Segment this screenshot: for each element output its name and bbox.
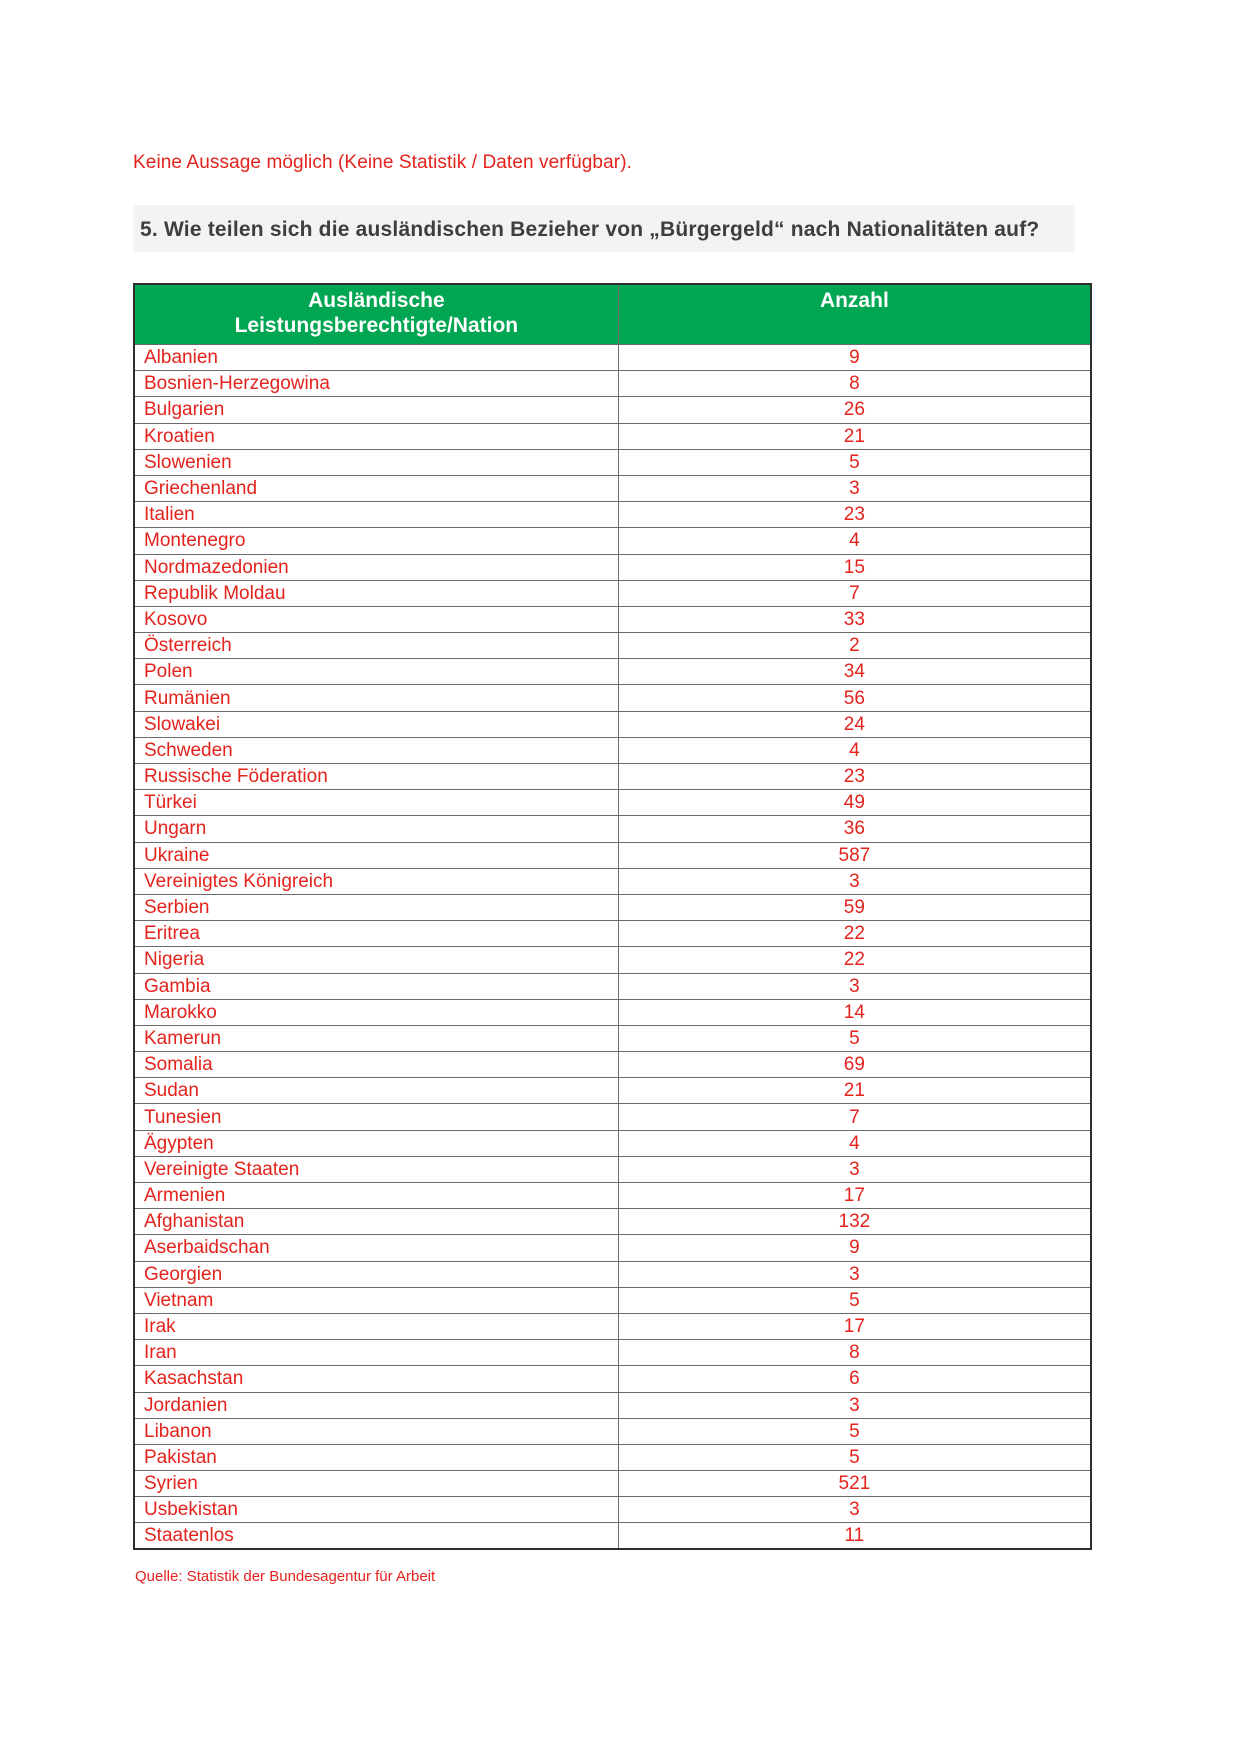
table-row	[134, 999, 1091, 1025]
nation-cell: Kroatien	[134, 423, 618, 449]
anzahl-cell: 69	[618, 1052, 1091, 1078]
table-row	[134, 1235, 1091, 1261]
table-row	[134, 894, 1091, 920]
table-row	[134, 764, 1091, 790]
question-heading: 5. Wie teilen sich die ausländischen Bezieher von „Bürgergeld“ nach Nationalitäten auf?	[133, 205, 1075, 252]
nation-cell: Gambia	[134, 973, 618, 999]
table-row	[134, 1287, 1091, 1313]
nation-cell: Republik Moldau	[134, 580, 618, 606]
anzahl-cell: 21	[618, 423, 1091, 449]
table-row	[134, 921, 1091, 947]
nation-cell: Vereinigte Staaten	[134, 1156, 618, 1182]
nation-cell: Schweden	[134, 737, 618, 763]
anzahl-cell: 132	[618, 1209, 1091, 1235]
table-row	[134, 1523, 1091, 1549]
anzahl-cell: 3	[618, 973, 1091, 999]
anzahl-cell: 34	[618, 659, 1091, 685]
table-row	[134, 790, 1091, 816]
anzahl-cell: 7	[618, 1104, 1091, 1130]
nation-cell: Serbien	[134, 894, 618, 920]
table-row	[134, 1497, 1091, 1523]
anzahl-cell: 17	[618, 1183, 1091, 1209]
nationality-table	[133, 283, 1092, 1550]
nation-cell: Staatenlos	[134, 1523, 618, 1549]
anzahl-cell: 9	[618, 1235, 1091, 1261]
anzahl-cell: 9	[618, 345, 1091, 371]
nation-cell: Polen	[134, 659, 618, 685]
nation-cell: Eritrea	[134, 921, 618, 947]
anzahl-cell: 49	[618, 790, 1091, 816]
nation-cell: Slowakei	[134, 711, 618, 737]
column-header-nation-line2: Leistungsberechtigte/Nation	[234, 314, 519, 337]
anzahl-cell: 17	[618, 1313, 1091, 1339]
nation-cell: Italien	[134, 502, 618, 528]
table-row	[134, 1313, 1091, 1339]
table-row	[134, 1156, 1091, 1182]
table-row	[134, 606, 1091, 632]
source-note: Quelle: Statistik der Bundesagentur für Arbeit	[135, 1568, 436, 1585]
table-row	[134, 475, 1091, 501]
table-row	[134, 502, 1091, 528]
anzahl-cell: 33	[618, 606, 1091, 632]
anzahl-cell: 3	[618, 475, 1091, 501]
nation-cell: Jordanien	[134, 1392, 618, 1418]
table-row	[134, 554, 1091, 580]
table-row	[134, 423, 1091, 449]
nation-cell: Tunesien	[134, 1104, 618, 1130]
anzahl-cell: 521	[618, 1471, 1091, 1497]
anzahl-cell: 22	[618, 921, 1091, 947]
anzahl-cell: 23	[618, 764, 1091, 790]
table-row	[134, 659, 1091, 685]
nation-cell: Iran	[134, 1340, 618, 1366]
anzahl-cell: 3	[618, 1156, 1091, 1182]
table-row	[134, 1025, 1091, 1051]
table-row	[134, 1261, 1091, 1287]
anzahl-cell: 4	[618, 737, 1091, 763]
table-row	[134, 947, 1091, 973]
nation-cell: Kamerun	[134, 1025, 618, 1051]
nation-cell: Kosovo	[134, 606, 618, 632]
table-row	[134, 397, 1091, 423]
nation-cell: Rumänien	[134, 685, 618, 711]
nation-cell: Nordmazedonien	[134, 554, 618, 580]
nation-cell: Österreich	[134, 633, 618, 659]
anzahl-cell: 23	[618, 502, 1091, 528]
anzahl-cell: 22	[618, 947, 1091, 973]
table-row	[134, 1052, 1091, 1078]
nation-cell: Montenegro	[134, 528, 618, 554]
table-row	[134, 1392, 1091, 1418]
column-header-nation	[134, 284, 618, 345]
anzahl-cell: 3	[618, 1392, 1091, 1418]
table-row	[134, 633, 1091, 659]
table-row	[134, 371, 1091, 397]
table-header	[134, 284, 1091, 345]
nation-cell: Aserbaidschan	[134, 1235, 618, 1261]
table-row	[134, 1078, 1091, 1104]
nation-cell: Vietnam	[134, 1287, 618, 1313]
nation-cell: Afghanistan	[134, 1209, 618, 1235]
table-row	[134, 711, 1091, 737]
nation-cell: Irak	[134, 1313, 618, 1339]
table-row	[134, 816, 1091, 842]
nation-cell: Slowenien	[134, 449, 618, 475]
table-row	[134, 1183, 1091, 1209]
nation-cell: Ägypten	[134, 1130, 618, 1156]
table-row	[134, 973, 1091, 999]
nation-cell: Kasachstan	[134, 1366, 618, 1392]
anzahl-cell: 5	[618, 1418, 1091, 1444]
anzahl-cell: 8	[618, 371, 1091, 397]
nation-cell: Nigeria	[134, 947, 618, 973]
anzahl-cell: 3	[618, 1497, 1091, 1523]
nation-cell: Georgien	[134, 1261, 618, 1287]
table-row	[134, 1104, 1091, 1130]
anzahl-cell: 2	[618, 633, 1091, 659]
table-row	[134, 580, 1091, 606]
column-header-anzahl: Anzahl	[618, 284, 1091, 345]
table-row	[134, 868, 1091, 894]
nation-cell: Sudan	[134, 1078, 618, 1104]
anzahl-cell: 11	[618, 1523, 1091, 1549]
table-row	[134, 1340, 1091, 1366]
table-row	[134, 842, 1091, 868]
nation-cell: Armenien	[134, 1183, 618, 1209]
anzahl-cell: 5	[618, 1444, 1091, 1470]
nation-cell: Ungarn	[134, 816, 618, 842]
table-row	[134, 1471, 1091, 1497]
nation-cell: Türkei	[134, 790, 618, 816]
anzahl-cell: 4	[618, 528, 1091, 554]
table-row	[134, 685, 1091, 711]
anzahl-cell: 14	[618, 999, 1091, 1025]
anzahl-cell: 5	[618, 449, 1091, 475]
table-row	[134, 1366, 1091, 1392]
nation-cell: Marokko	[134, 999, 618, 1025]
table-row	[134, 345, 1091, 371]
anzahl-cell: 5	[618, 1287, 1091, 1313]
intro-note: Keine Aussage möglich (Keine Statistik / Daten verfügbar).	[133, 152, 633, 173]
nation-cell: Somalia	[134, 1052, 618, 1078]
table-row	[134, 1418, 1091, 1444]
nation-cell: Vereinigtes Königreich	[134, 868, 618, 894]
anzahl-cell: 36	[618, 816, 1091, 842]
anzahl-cell: 3	[618, 868, 1091, 894]
table-body	[134, 345, 1091, 1550]
table-row	[134, 737, 1091, 763]
anzahl-cell: 3	[618, 1261, 1091, 1287]
nation-cell: Libanon	[134, 1418, 618, 1444]
nation-cell: Bosnien-Herzegowina	[134, 371, 618, 397]
table-header-row	[134, 284, 1091, 345]
nation-cell: Usbekistan	[134, 1497, 618, 1523]
nation-cell: Pakistan	[134, 1444, 618, 1470]
anzahl-cell: 6	[618, 1366, 1091, 1392]
nation-cell: Syrien	[134, 1471, 618, 1497]
table-row	[134, 449, 1091, 475]
anzahl-cell: 7	[618, 580, 1091, 606]
anzahl-cell: 21	[618, 1078, 1091, 1104]
nation-cell: Russische Föderation	[134, 764, 618, 790]
anzahl-cell: 8	[618, 1340, 1091, 1366]
anzahl-cell: 59	[618, 894, 1091, 920]
anzahl-cell: 15	[618, 554, 1091, 580]
anzahl-cell: 5	[618, 1025, 1091, 1051]
table-row	[134, 1130, 1091, 1156]
nation-cell: Albanien	[134, 345, 618, 371]
anzahl-cell: 24	[618, 711, 1091, 737]
anzahl-cell: 587	[618, 842, 1091, 868]
table-row	[134, 528, 1091, 554]
table-row	[134, 1209, 1091, 1235]
nation-cell: Bulgarien	[134, 397, 618, 423]
anzahl-cell: 56	[618, 685, 1091, 711]
anzahl-cell: 4	[618, 1130, 1091, 1156]
nation-cell: Ukraine	[134, 842, 618, 868]
nation-cell: Griechenland	[134, 475, 618, 501]
anzahl-cell: 26	[618, 397, 1091, 423]
column-header-nation-line1: Ausländische	[308, 289, 445, 312]
table-row	[134, 1444, 1091, 1470]
